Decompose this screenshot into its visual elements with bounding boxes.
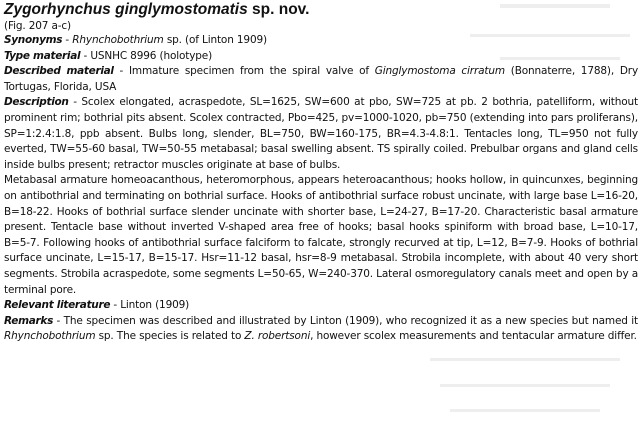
relevant-literature-line: Relevant literature - Linton (1909) xyxy=(4,299,190,312)
host-name: Ginglymostoma cirratum xyxy=(374,65,505,78)
description-text: Scolex elongated, acraspedote, SL=1625, SW=600 at pbo, SW=725 at pb. 2 bothria, patelliform, without prominent rim; bothrial pits absent. Scolex contracted, Pbo=425, pv=1000-1020, pb=750 (extending into pars proliferans), SP=1:2.4:1.8, ppb absent. Bulbs long, slender, BL=750, BW=160-175, BR=4.3-4.8:1. Tentacles long, TL=950 not fully everted, TW=55-60 basal, TW=50-55 metabasal; basal swelling absent. TS spirally coiled. Prebulbar organs and gland cells inside bulbs present; retractor muscles originate at base of bulbs. xyxy=(4,96,639,171)
species-name: Zygorhynchus ginglymostomatis xyxy=(4,1,248,18)
type-material-line: Type material - USNHC 8996 (holotype) xyxy=(4,49,213,62)
synonym-genus: Rhynchobothrium xyxy=(72,34,164,46)
description-label: Description xyxy=(4,96,69,109)
species-suffix: sp. nov. xyxy=(247,1,310,18)
relevant-literature-text: Linton (1909) xyxy=(120,299,190,312)
type-material-text: USNHC 8996 (holotype) xyxy=(90,49,213,62)
description-paragraph: Description - Scolex elongated, acraspedote, SL=1625, SW=600 at pbo, SW=725 at pb. 2 bothria, patelliform, without prominent rim; bothrial pits absent. Scolex contracted, Pbo=425, pv=1000-1020, pb=750 (extending into pars proliferans), SP=1:2.4:1.8, ppb absent. Bulbs long, slender, BL=750, BW=160-175, BR=4.3-4.8:1. Tentacles long, TL=950 not fully everted, TW=55-60 basal, TW=50-55 metabasal; basal swelling absent. TS spirally coiled. Prebulbar organs and gland cells inside bulbs present; retractor muscles originate at base of bulbs. xyxy=(4,96,639,171)
relevant-literature-label: Relevant literature xyxy=(4,299,111,312)
synonyms-label: Synonyms xyxy=(4,34,63,46)
remarks-genus: Rhynchobothrium xyxy=(4,330,96,343)
species-entry xyxy=(4,0,638,345)
described-material-label: Described material xyxy=(4,65,114,78)
described-material-paragraph: Described material - Immature specimen from the spiral valve of Ginglymostoma cirratum (Bonnaterre, 1788), Dry Tortugas, Florida, USA xyxy=(4,65,639,93)
related-species: Z. robertsoni xyxy=(244,330,311,343)
remarks-paragraph: Remarks - The specimen was described and illustrated by Linton (1909), who recognized it as a new species but named it Rhynchobothrium sp. The species is related to Z. robertsoni, however scolex measurements and tentacular armature differ. xyxy=(4,314,638,343)
synonyms-line: Synonyms - Rhynchobothrium sp. (of Linton 1909) xyxy=(4,34,267,46)
type-material-label: Type material xyxy=(4,49,81,62)
remarks-label: Remarks xyxy=(4,314,54,327)
figure-reference: (Fig. 207 a-c) xyxy=(4,20,72,32)
armature-paragraph: Metabasal armature homeoacanthous, heteromorphous, appears heteroacanthous; hooks hollow, in quincunxes, beginning on antibothrial and terminating on bothrial surface. Hooks of antibothrial surface robust uncinate, with large base L=16-20, B=18-22. Hooks of bothrial surface slender uncinate with shorter base, L=24-27, B=17-20. Characteristic basal armature present. Tentacle base without inverted V-shaped area free of hooks; basal hooks spiniform with broad base, L=10-17, B=5-7. Following hooks of antibothrial surface falciform to falcate, strongly recurved at tip, L=12, B=7-9. Hooks of bothrial surface uncinate, L=15-17, B=15-17. Hsr=11-12 basal, hsr=8-9 metabasal. Strobila incomplete, with about 40 very short segments. Strobila acraspedote, some segments L=50-65, W=240-370. Lateral osmoregulatory canals meet and open by a terminal pore. xyxy=(4,174,638,296)
species-title xyxy=(4,1,638,19)
